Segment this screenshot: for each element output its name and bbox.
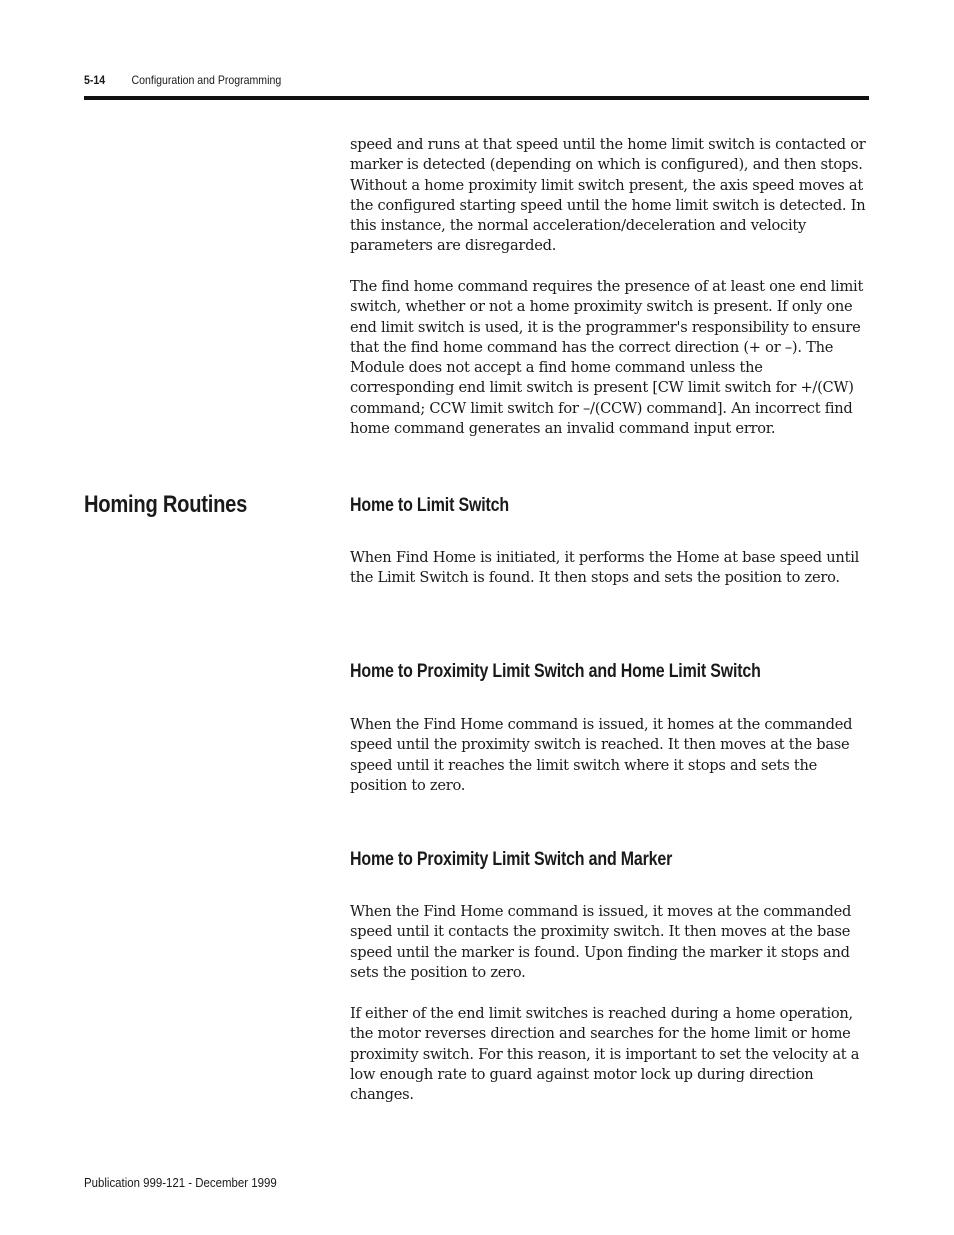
subheading-proximity-and-home-limit: Home to Proximity Limit Switch and Home Limit Switch [350,661,761,682]
page-header [84,73,281,87]
paragraph-home-to-limit-switch: When Find Home is initiated, it performs the Home at base speed until the Limit Switch is found. It then stops and sets the position to zero. [350,549,860,587]
paragraph-proximity-and-marker-1: When the Find Home command is issued, it moves at the commanded speed until it contacts the proximity switch. It then moves at the base speed until the marker is found. Upon finding the marker it stops and sets the position to zero. [350,903,852,981]
header-rule [84,96,869,100]
subheading-proximity-and-marker: Home to Proximity Limit Switch and Marker [350,849,673,870]
chapter-title: Configuration and Programming [131,73,282,87]
intro-paragraph-1: speed and runs at that speed until the home limit switch is contacted or marker is detected (depending on which is configured), and then stops. Without a home proximity limit switch present, the axis speed moves at the configured starting speed until the home limit switch is detected. In this instance, the normal acceleration/deceleration and velocity parameters are disregarded. [350,136,866,255]
section-title: Homing Routines [84,491,248,518]
intro-paragraph-2: The find home command requires the presence of at least one end limit switch, whether or not a home proximity switch is present. If only one end limit switch is used, it is the programmer's responsibility to ensure that the find home command has the correct direction (+ or –). The Module does not accept a find home command unless the corresponding end limit switch is present [CW limit switch for +/(CW) command; CCW limit switch for –/(CCW) command]. An incorrect find home command generates an invalid command input error. [350,278,864,438]
publication-footer: Publication 999-121 - December 1999 [84,1175,277,1190]
paragraph-proximity-and-marker-2: If either of the end limit switches is reached during a home operation, the motor reverses direction and searches for the home limit or home proximity switch. For this reason, it is important to set the velocity at a low enough rate to guard against motor lock up during direction changes. [350,1005,860,1104]
paragraph-proximity-and-home-limit: When the Find Home command is issued, it homes at the commanded speed until the proximity switch is reached. It then moves at the base speed until it reaches the limit switch where it stops and sets the position to zero. [350,716,853,794]
page-number: 5-14 [84,73,106,87]
subheading-home-to-limit-switch: Home to Limit Switch [350,495,509,516]
